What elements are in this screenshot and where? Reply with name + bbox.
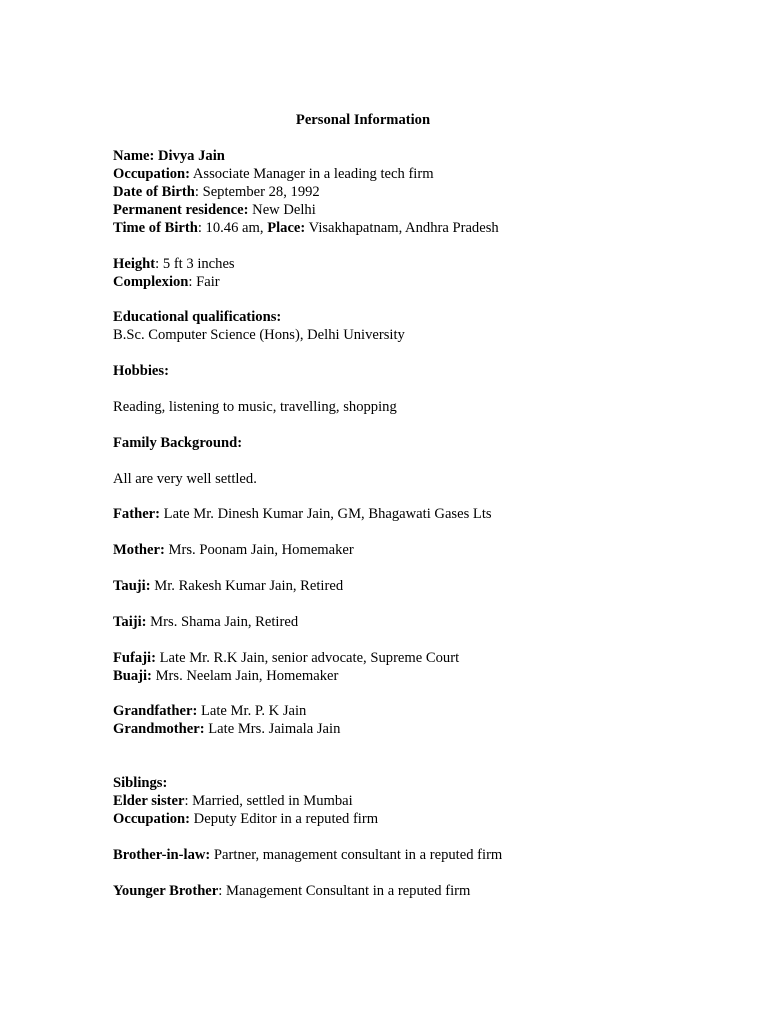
education-heading: [113, 308, 673, 326]
residence-label: Permanent residence:: [113, 201, 249, 218]
height-value: : 5 ft 3 inches: [155, 255, 235, 272]
tauji-label: Tauji:: [113, 577, 151, 594]
elder-sister-line: [113, 792, 673, 810]
family-value: All are very well settled.: [113, 470, 257, 487]
younger-brother-value: : Management Consultant in a reputed firm: [218, 882, 471, 899]
family-heading: [113, 434, 673, 452]
family-label: Family Background:: [113, 434, 243, 451]
tauji-value: Mr. Rakesh Kumar Jain, Retired: [150, 577, 344, 594]
grandfather-label: Grandfather:: [113, 703, 198, 720]
sister-occupation-value: Deputy Editor in a reputed firm: [190, 810, 379, 827]
mother-value: Mrs. Poonam Jain, Homemaker: [164, 542, 354, 559]
tob-label: Time of Birth: [113, 219, 198, 236]
dob-value: : September 28, 1992: [194, 183, 320, 200]
complexion-value: : Fair: [188, 273, 220, 290]
grandmother-line: [113, 720, 673, 738]
grandmother-label: Grandmother:: [113, 721, 205, 738]
name-label: Name: Divya Jain: [113, 147, 225, 164]
taiji-label: Taiji:: [113, 613, 147, 630]
place-value: Visakhapatnam, Andhra Pradesh: [305, 219, 499, 236]
elder-sister-value: : Married, settled in Mumbai: [184, 792, 353, 809]
complexion-label: Complexion: [113, 273, 189, 290]
grandfather-value: Late Mr. P. K Jain: [197, 703, 307, 720]
father-label: Father:: [113, 506, 161, 523]
tauji-line: [113, 577, 673, 595]
dob-label: Date of Birth: [113, 183, 195, 200]
father-value: Late Mr. Dinesh Kumar Jain, GM, Bhagawati Gases Lts: [160, 506, 492, 523]
brother-in-law-label: Brother-in-law:: [113, 846, 211, 863]
siblings-heading: [113, 774, 673, 792]
residence-value: New Delhi: [248, 201, 316, 218]
taiji-value: Mrs. Shama Jain, Retired: [146, 613, 299, 630]
document-title: Personal Information: [295, 112, 431, 128]
grandmother-value: Late Mrs. Jaimala Jain: [204, 721, 341, 738]
buaji-line: [113, 667, 673, 685]
brother-in-law-value: Partner, management consultant in a reputed firm: [210, 846, 503, 863]
fufaji-label: Fufaji:: [113, 649, 156, 666]
fufaji-line: [113, 649, 673, 667]
hobbies-heading: [113, 362, 673, 380]
sister-occupation-line: [113, 810, 673, 828]
buaji-value: Mrs. Neelam Jain, Homemaker: [151, 667, 339, 684]
occupation-value: Associate Manager in a leading tech firm: [190, 165, 434, 182]
taiji-line: [113, 613, 673, 631]
occupation-label: Occupation:: [113, 165, 191, 182]
residence-line: [113, 201, 673, 219]
younger-brother-line: [113, 882, 673, 900]
buaji-label: Buaji:: [113, 667, 152, 684]
dob-line: [113, 183, 673, 201]
place-label: Place:: [267, 219, 306, 236]
tob-line: [113, 219, 673, 237]
mother-label: Mother:: [113, 542, 165, 559]
complexion-line: [113, 273, 673, 291]
mother-line: [113, 541, 673, 559]
education-label: Educational qualifications:: [113, 309, 282, 326]
siblings-label: Siblings:: [113, 774, 168, 791]
education-value: B.Sc. Computer Science (Hons), Delhi University: [113, 327, 405, 344]
hobbies-value: Reading, listening to music, travelling, shopping: [113, 398, 397, 415]
brother-in-law-line: [113, 846, 673, 864]
father-line: [113, 505, 673, 523]
document-page: [113, 111, 673, 900]
elder-sister-label: Elder sister: [113, 792, 185, 809]
tob-value: : 10.46 am,: [197, 219, 268, 236]
younger-brother-label: Younger Brother: [113, 882, 219, 899]
height-line: [113, 255, 673, 273]
height-label: Height: [113, 255, 156, 272]
name-line: [113, 147, 673, 165]
sister-occupation-label: Occupation:: [113, 810, 191, 827]
fufaji-value: Late Mr. R.K Jain, senior advocate, Supreme Court: [155, 649, 460, 666]
grandfather-line: [113, 702, 673, 720]
hobbies-label: Hobbies:: [113, 363, 169, 380]
occupation-line: [113, 165, 673, 183]
